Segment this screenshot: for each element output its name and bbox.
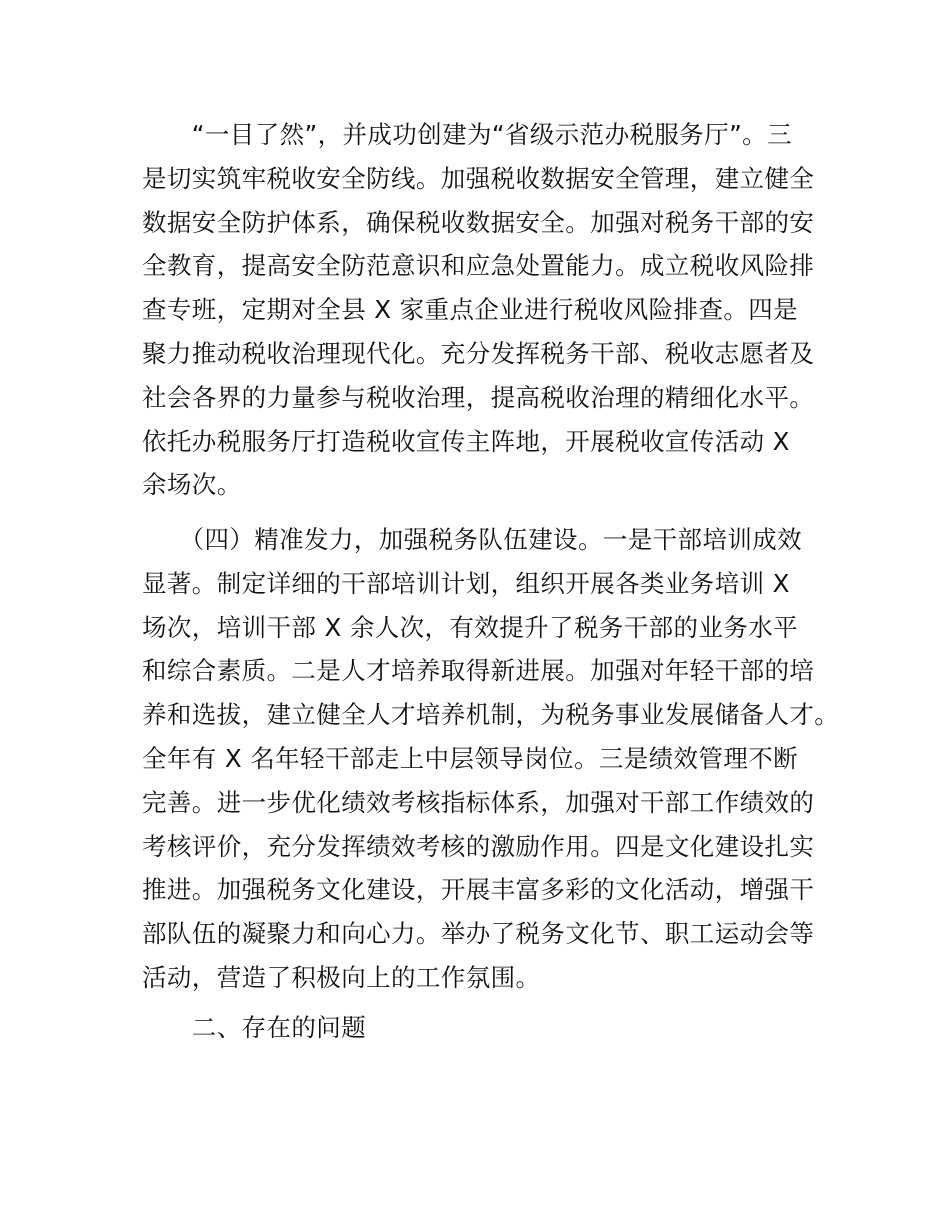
- text-line: 活动，营造了积极向上的工作氛围。: [142, 962, 541, 992]
- text-line: 全年有 X 名年轻干部走上中层领导岗位。三是绩效管理不断: [142, 743, 799, 773]
- text-line: 场次，培训干部 X 余人次，有效提升了税务干部的业务水平: [142, 612, 799, 642]
- text-line: “一目了然”，并成功创建为“省级示范办税服务厅”。三: [142, 120, 792, 149]
- text-line: 养和选拔，建立健全人才培养机制，为税务事业发展储备人才。: [142, 700, 840, 730]
- text-line: 聚力推动税收治理现代化。充分发挥税务干部、税收志愿者及: [142, 338, 815, 368]
- text-line: 完善。进一步优化绩效考核指标体系，加强对干部工作绩效的: [142, 787, 815, 817]
- text-line: 部队伍的凝聚力和向心力。举办了税务文化节、职工运动会等: [142, 919, 815, 949]
- text-line: 余场次。: [142, 470, 242, 500]
- heading-line: 二、存在的问题: [142, 1013, 367, 1042]
- text-line: 数据安全防护体系，确保税收数据安全。加强对税务干部的安: [142, 207, 815, 237]
- text-line: 是切实筑牢税收安全防线。加强税收数据安全管理，建立健全: [142, 163, 815, 193]
- text-line: 社会各界的力量参与税收治理，提高税收治理的精细化水平。: [142, 382, 815, 412]
- text-line: （四）精准发力，加强税务队伍建设。一是干部培训成效: [142, 525, 803, 554]
- section-heading-problems: [142, 1006, 842, 1050]
- paragraph-tax-security: [142, 113, 842, 507]
- text-line: 全教育，提高安全防范意识和应急处置能力。成立税收风险排: [142, 251, 815, 281]
- text-line: 考核评价，充分发挥绩效考核的激励作用。四是文化建设扎实: [142, 831, 815, 861]
- text-line: 查专班，定期对全县 X 家重点企业进行税收风险排查。四是: [142, 295, 799, 325]
- paragraph-team-building: [142, 518, 842, 1000]
- text-line: 显著。制定详细的干部培训计划，组织开展各类业务培训 X: [142, 568, 790, 598]
- text-line: 和综合素质。二是人才培养取得新进展。加强对年轻干部的培: [142, 656, 815, 686]
- text-line: 依托办税服务厅打造税收宣传主阵地，开展税收宣传活动 X: [142, 426, 790, 456]
- text-line: 推进。加强税务文化建设，开展丰富多彩的文化活动，增强干: [142, 875, 815, 905]
